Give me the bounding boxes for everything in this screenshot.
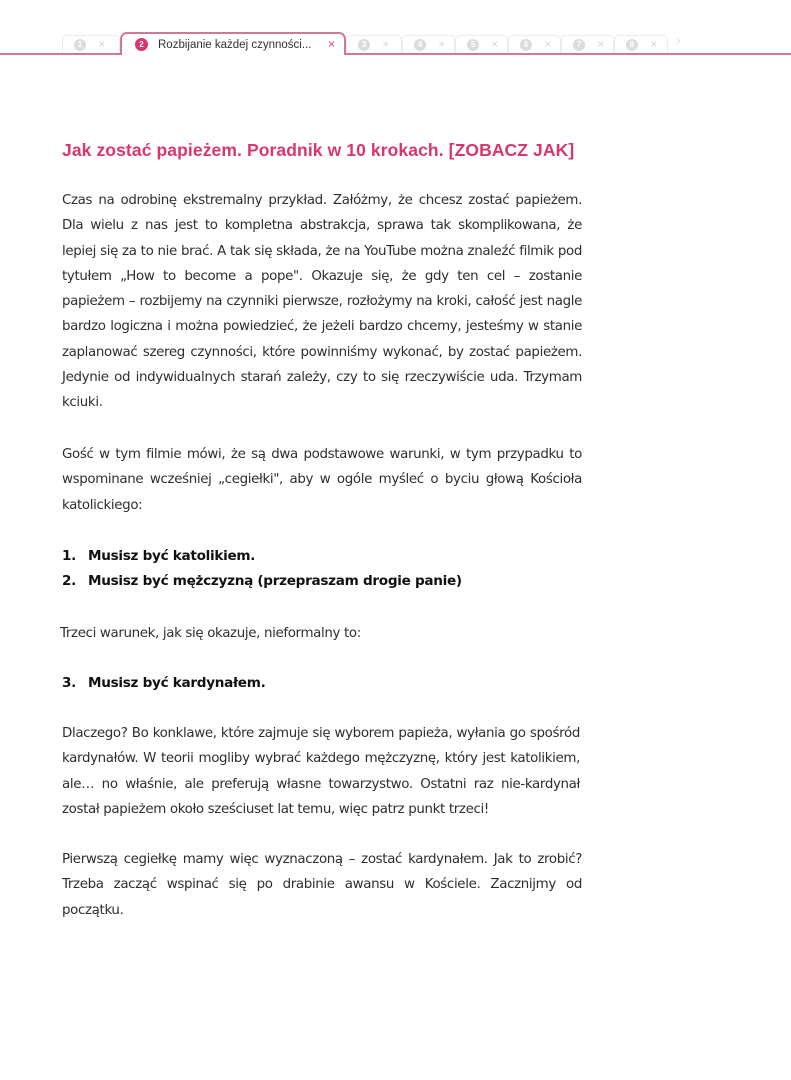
list-text: Musisz być kardynałem. xyxy=(88,675,266,691)
close-icon[interactable]: × xyxy=(650,39,658,50)
close-icon[interactable]: × xyxy=(597,39,605,50)
tab-bar-underline xyxy=(0,53,791,55)
list-text: Musisz być katolikiem. xyxy=(88,548,256,564)
list-number: 2. xyxy=(62,573,77,589)
tab-chapter-3[interactable] xyxy=(346,35,402,53)
list-number: 3. xyxy=(62,675,77,691)
list-number: 1. xyxy=(62,548,77,564)
tab-number-badge: 1 xyxy=(74,39,86,51)
list-item xyxy=(62,544,462,569)
tab-chapter-5[interactable] xyxy=(455,35,508,53)
section-heading: Jak zostać papieżem. Poradnik w 10 krokach. [ZOBACZ JAK] xyxy=(62,140,575,160)
paragraph-why: Dlaczego? Bo konklawe, które zajmuje się wyborem papieża, wyłania go spośród kardynałów. W teorii mogliby wybrać każdego mężczyznę, który jest katolikiem, ale… no właśnie, ale preferują własne towarzystwo. Ostatni raz nie-kardynał został papieżem około sześciuset lat temu, więc patrz punkt trzeci! xyxy=(62,726,580,817)
close-icon[interactable]: × xyxy=(438,39,446,50)
tab-number-badge: 5 xyxy=(467,39,479,51)
tab-chapter-2[interactable] xyxy=(120,32,346,55)
tab-chapter-8[interactable] xyxy=(614,35,668,53)
tab-number-badge: 8 xyxy=(626,39,638,51)
tab-number-badge: 7 xyxy=(573,39,585,51)
chevron-right-icon[interactable]: › xyxy=(676,34,682,49)
close-icon[interactable]: × xyxy=(327,38,336,50)
tab-chapter-1[interactable] xyxy=(62,35,120,53)
paragraph-first-brick: Pierwszą cegiełkę mamy więc wyznaczoną – zostać kardynałem. Jak to zrobić? Trzeba zacząć wspinać się po drabinie awansu w Kościele. Zacznijmy od początku. xyxy=(62,852,582,918)
conditions-list-continued xyxy=(62,671,265,696)
document-page xyxy=(60,136,582,918)
paragraph-intro: Czas na odrobinę ekstremalny przykład. Załóżmy, że chcesz zostać papieżem. Dla wielu z nas jest to kompletna abstrakcja, sprawa tak skomplikowana, że lepiej się za to nie brać. A tak się składa, że na YouTube można znaleźć filmik pod tytułem „How to become a pope". Okazuje się, że gdy ten cel – zostanie papieżem – rozbijemy na czynniki pierwsze, rozłożymy na kroki, całość jest nagle bardzo logiczna i można powiedzieć, że jeżeli bardzo chcemy, jesteśmy w stanie zaplanować szereg czynności, które powinniśmy wykonać, by zostać papieżem. Jedynie od indywidualnych starań zależy, czy to się rzeczywiście uda. Trzymam kciuki. xyxy=(62,193,582,411)
tab-number-badge: 2 xyxy=(135,38,148,51)
tab-number-badge: 3 xyxy=(358,39,370,51)
tab-number-badge: 6 xyxy=(520,39,532,51)
close-icon[interactable]: × xyxy=(382,39,390,50)
tab-label: Rozbijanie każdej czynności... xyxy=(158,38,312,51)
close-icon[interactable]: × xyxy=(544,39,552,50)
list-item xyxy=(62,671,265,696)
list-text: Musisz być mężczyzną (przepraszam drogie panie) xyxy=(88,573,462,589)
list-item xyxy=(62,569,462,594)
conditions-list xyxy=(62,544,462,594)
paragraph-conditions-intro: Gość w tym filmie mówi, że są dwa podstawowe warunki, w tym przypadku to wspominane wcześniej „cegiełki", aby w ogóle myśleć o byciu głową Kościoła katolickiego: xyxy=(62,447,582,513)
close-icon[interactable]: × xyxy=(491,39,499,50)
tab-chapter-4[interactable] xyxy=(402,35,455,53)
close-icon[interactable]: × xyxy=(98,39,106,50)
paragraph-third-condition: Trzeci warunek, jak się okazuje, nieformalny to: xyxy=(60,626,361,641)
chapter-tab-bar xyxy=(0,32,791,54)
tab-chapter-6[interactable] xyxy=(508,35,561,53)
tab-chapter-7[interactable] xyxy=(561,35,614,53)
tab-number-badge: 4 xyxy=(414,39,426,51)
